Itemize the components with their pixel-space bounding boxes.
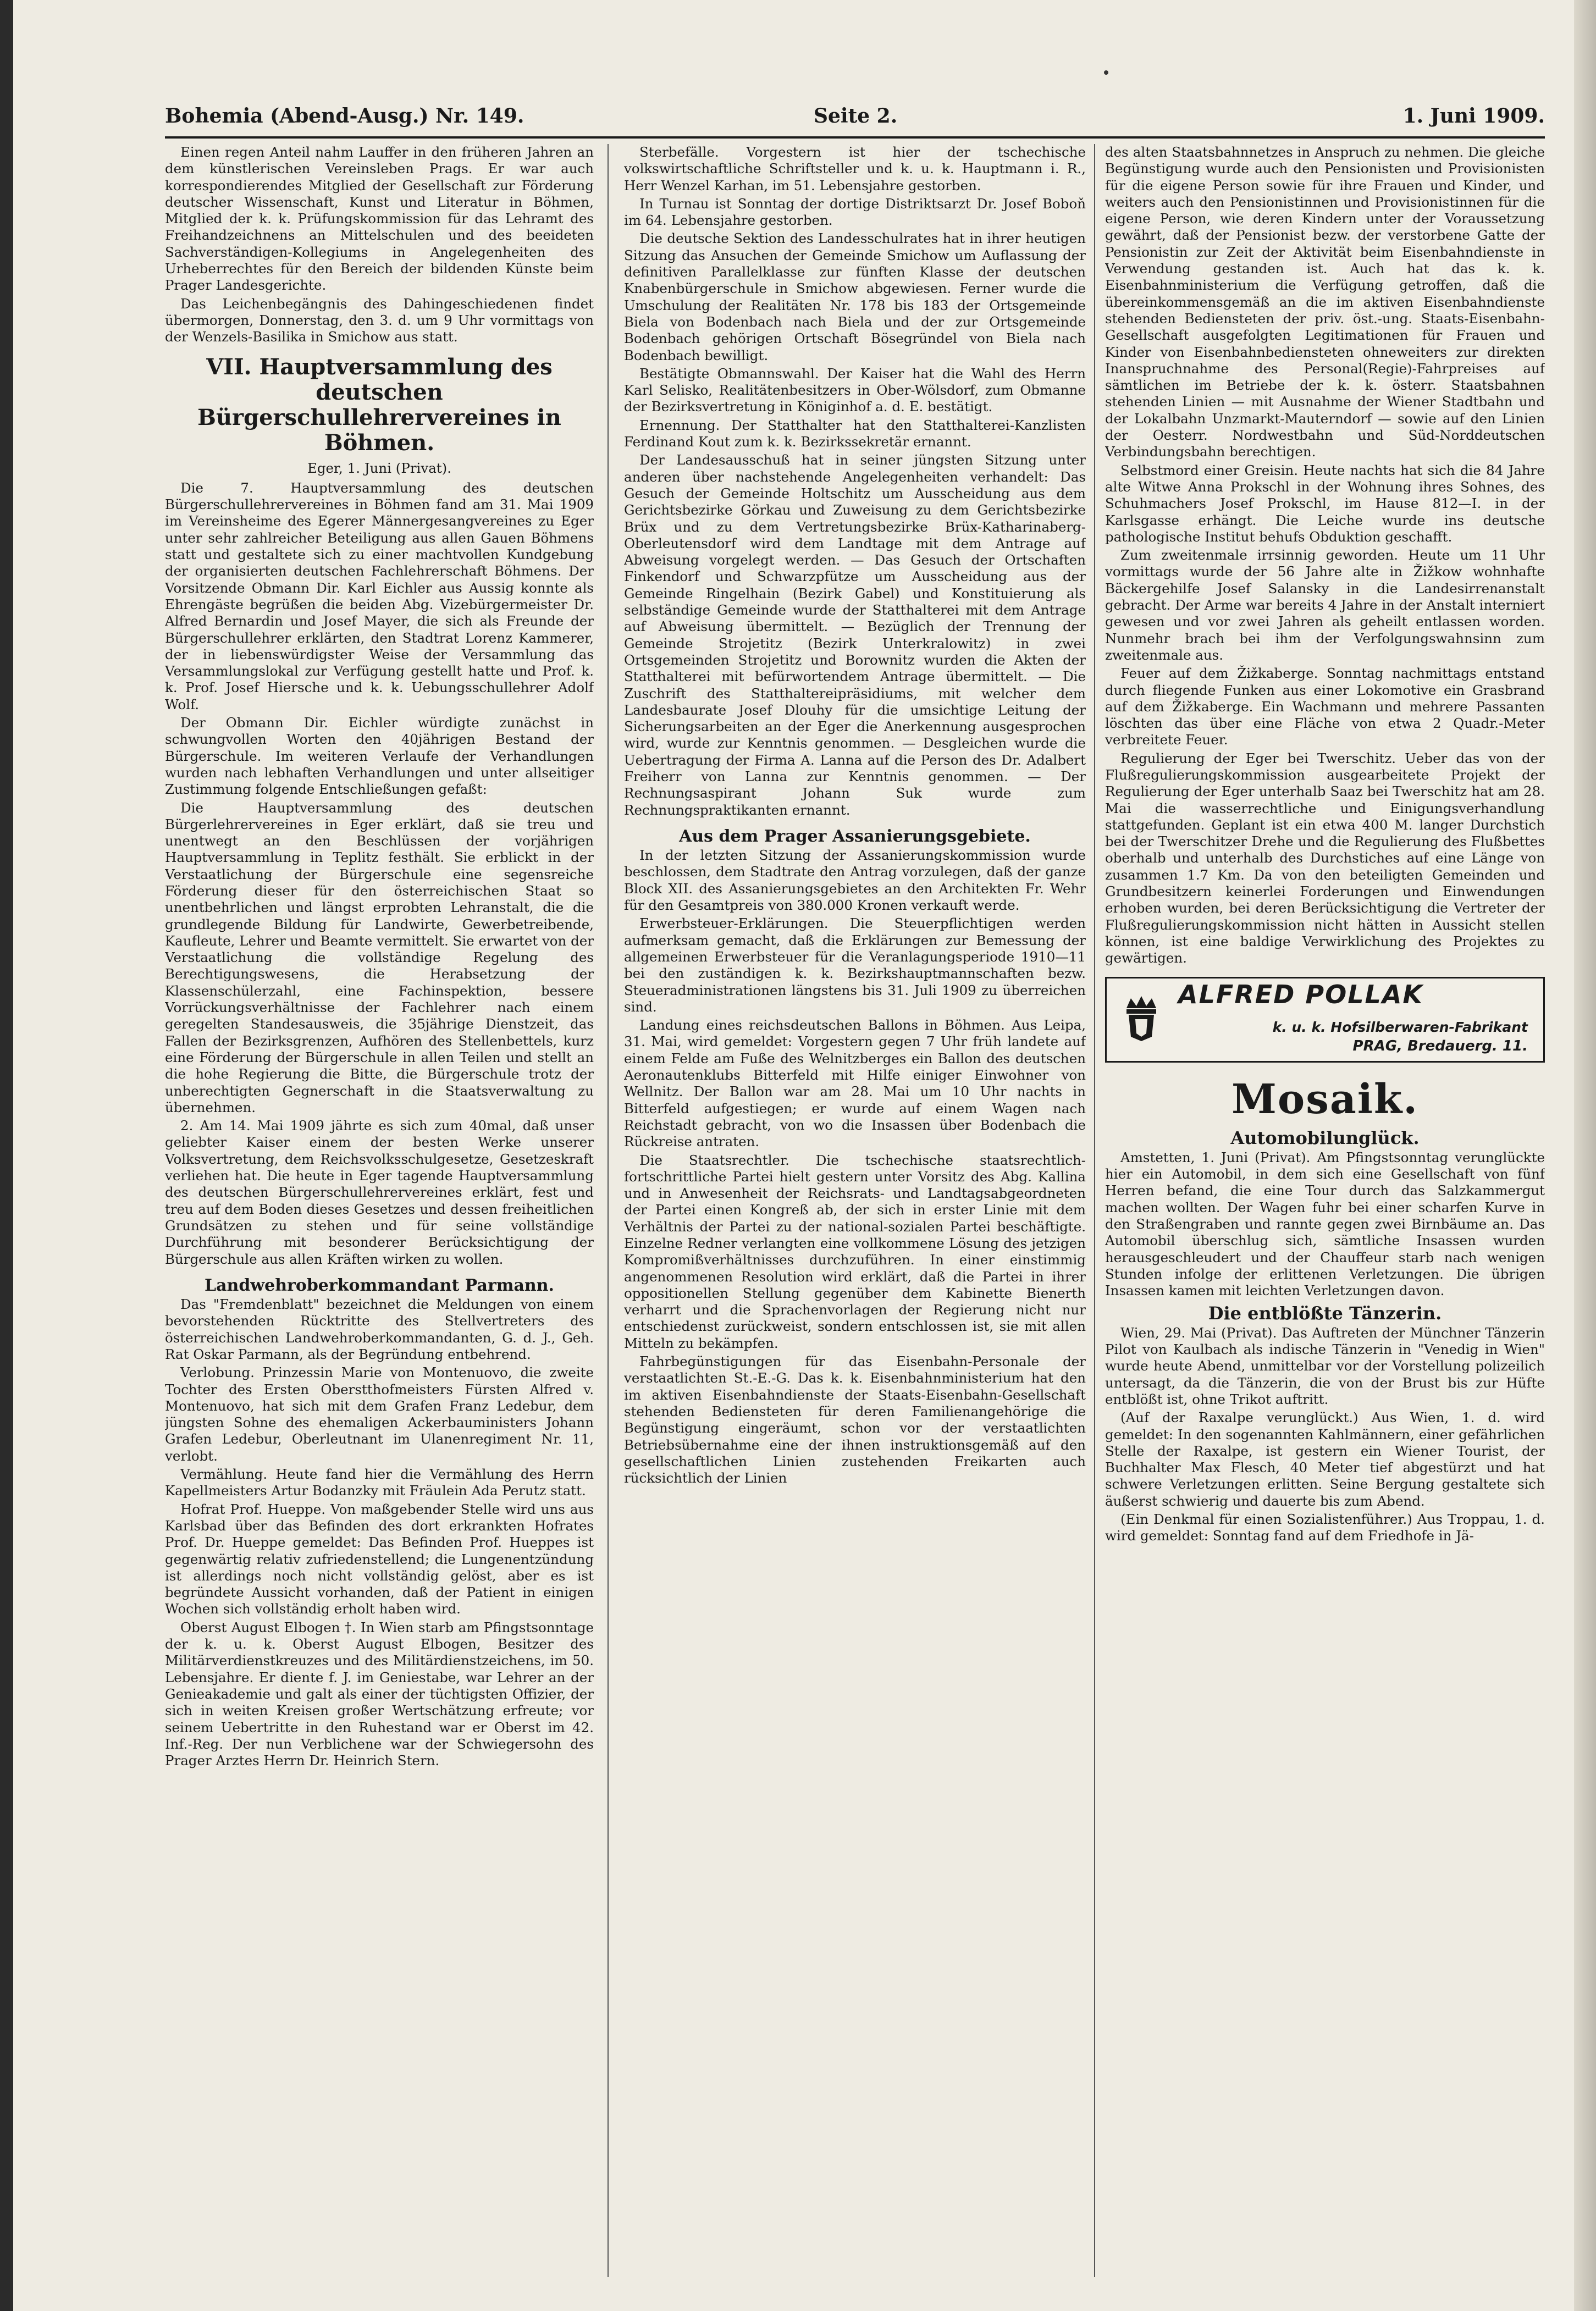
scan-edge-left: [0, 0, 13, 2311]
paragraph: In der letzten Sitzung der Assanierungskommission wurde beschlossen, dem Stadtrate den Antrag vorzulegen, daß der ganze Block XII. des Assanierungsgebietes an den Architekten Fr. Wehr für den Gesamtpreis von 380.000 Kronen verkauft werde.: [624, 847, 1086, 914]
advertiser-title: k. u. k. Hofsilberwaren-Fabrikant: [1272, 1019, 1528, 1035]
dateline: Eger, 1. Juni (Privat).: [307, 460, 452, 476]
paragraph: Bestätigte Obmannswahl. Der Kaiser hat die Wahl des Herrn Karl Selisko, Realitätenbesitzers in Ober-Wölsdorf, zum Obmanne der Bezirksvertretung in Königinhof a. d. E. bestätigt.: [624, 365, 1086, 415]
paragraph: (Auf der Raxalpe verunglückt.) Aus Wien, 1. d. wird gemeldet: In den sogenannten Kahlmännern, einer gefährlichen Stelle der Raxalpe, ist gestern ein Wiener Tourist, der Buchhalter Max Flesch, 40 Meter tief abgestürzt und hat schwere Verletzungen erlitten. Seine Bergung gestaltete sich äußerst schwierig und dauerte bis zum Abend.: [1105, 1409, 1545, 1509]
column-1: [165, 144, 594, 2282]
column-3: [1105, 144, 1545, 2282]
section-headline: Landwehroberkommandant Parmann.: [204, 1275, 555, 1295]
article-headline: Die entblößte Tänzerin.: [1208, 1302, 1442, 1324]
issue-date: 1. Juni 1909.: [1402, 104, 1545, 128]
paragraph: Das "Fremdenblatt" bezeichnet die Meldungen von einem bevorstehenden Rücktritte des Stellvertreters des österreichischen Landwehroberkommandanten, G. d. J., Geh. Rat Oskar Parmann, als der Begründung entbehrend.: [165, 1296, 594, 1362]
masthead-issue: Bohemia (Abend-Ausg.) Nr. 149.: [165, 104, 524, 128]
ink-speck: [1104, 70, 1108, 75]
article-headline: Automobilunglück.: [1230, 1127, 1420, 1148]
article-headline: VII. Hauptversammlung des deutschen Bürgerschullehrervereines in Böhmen.: [197, 353, 561, 456]
paragraph: Landung eines reichsdeutschen Ballons in Böhmen. Aus Leipa, 31. Mai, wird gemeldet: Vorgestern gegen 7 Uhr früh landete auf einem Felde am Fuße des Welnitzberges ein Ballon des deutschen Aeronautenklubs Bitterfeld mit Hilfe einiger Einwohner von Wellnitz. Der Ballon war am 28. Mai um 10 Uhr nachts in Bitterfeld aufgestiegen; er wurde auf einem Wagen nach Reichstadt gebracht, von wo die Insassen über Bodenbach die Rückreise antraten.: [624, 1017, 1086, 1150]
column-divider-2: [1094, 144, 1095, 2277]
column-divider-1: [608, 144, 609, 2277]
paragraph: Verlobung. Prinzessin Marie von Montenuovo, die zweite Tochter des Ersten Oberstthofmeisters Fürsten Alfred v. Montenuovo, hat sich mit dem Grafen Franz Ledebur, dem jüngsten Sohne des ehemaligen Ackerbauministers Johann Grafen Ledebur, Oberleutnant im Ulanenregiment Nr. 11, verlobt.: [165, 1364, 594, 1464]
crown-crest-icon: [1121, 993, 1162, 1042]
paragraph: Regulierung der Eger bei Twerschitz. Ueber das von der Flußregulierungskommission ausgearbeitete Projekt der Regulierung der Eger unterhalb Saaz bei Twerschitz hat am 28. Mai die wasserrechtliche und Einigungsverhandlung stattgefunden. Geplant ist ein etwa 400 M. langer Durchstich bei der Twerschitzer Drehe und die Regulierung des Flußbettes oberhalb und unterhalb des Durchstiches auf eine Länge von zusammen 1.7 Km. Da von den beteiligten Gemeinden und Grundbesitzern keinerlei Forderungen und Einwendungen erhoben wurden, bei deren Berücksichtigung die Vertreter der Flußregulierungskommission nicht hätten in Aussicht stellen können, ist eine baldige Verwirklichung des Projektes zu gewärtigen.: [1105, 750, 1545, 966]
paragraph: 2. Am 14. Mai 1909 jährte es sich zum 40mal, daß unser geliebter Kaiser einem der besten Werke unserer Volksvertretung, dem Reichsvolksschulgesetze, Gesetzeskraft verliehen hat. Die heute in Eger tagende Hauptversammlung des deutschen Bürgerschullehrervereines erklärt, fest und treu auf dem Boden dieses Gesetzes und dessen freiheitlichen Grundsätzen zu stehen und für seine vollständige Durchführung mit besonderer Berücksichtigung der Bürgerschule aus allen Kräften wirken zu wollen.: [165, 1118, 594, 1267]
header-rule: [165, 136, 1545, 139]
paragraph: des alten Staatsbahnnetzes in Anspruch zu nehmen. Die gleiche Begünstigung wurde auch den Pensionisten und Provisionisten für die eigene Person sowie für ihre Frauen und Kinder, und weiters auch den Pensionistinnen und Provisionistinnen für die eigene Person, wie deren Kindern unter der Voraussetzung gewährt, daß der Pensionist bezw. der verstorbene Gatte der Pensionistin zur Zeit der Aktivität beim Eisenbahndienste in Verwendung gestanden ist. Auch hat das k. k. Eisenbahnministerium die Verfügung getroffen, daß die übereinkommensgemäß an die im aktiven Eisenbahndienste stehenden Bediensteten der priv. öst.-ung. Staats-Eisenbahn-Gesellschaft ausgefolgten Legitimationen für Frauen und Kinder von Eisenbahnbediensteten ohneweiters zur direkten Inanspruchnahme des Personal(Regie)-Fahrpreises auf sämtlichen im Betriebe der k. k. österr. Staatsbahnen stehenden Linien — mit Ausnahme der Wiener Stadtbahn und der Lokalbahn Unzmarkt-Mauterndorf — sowie auf den Linien der Oesterr. Nordwestbahn und Süd-Norddeutschen Verbindungsbahn berechtigen.: [1105, 144, 1545, 460]
paragraph: Ernennung. Der Statthalter hat den Statthalterei-Kanzlisten Ferdinand Kout zum k. k. Bezirkssekretär ernannt.: [624, 417, 1086, 450]
paragraph: Fahrbegünstigungen für das Eisenbahn-Personale der verstaatlichten St.-E.-G. Das k. k. Eisenbahnministerium hat den im aktiven Eisenbahndienste der Staats-Eisenbahn-Gesellschaft stehenden Bediensteten für deren Familienangehörige die Begünstigung eingeräumt, schon vor der verstaatlichten Betriebsübernahme eine der ihnen instruktionsgemäß auf den gesellschaftlichen Linien zustehenden Freikarten auch rücksichtlich der Linien: [624, 1353, 1086, 1486]
advertisement-box: [1105, 977, 1545, 1063]
section-title: Mosaik.: [1231, 1075, 1419, 1123]
page-number: Seite 2.: [814, 104, 898, 128]
paragraph: Oberst August Elbogen †. In Wien starb am Pfingstsonntage der k. u. k. Oberst August Elbogen, Besitzer des Militärverdienstkreuzes und des Militärdienstzeichens, im 50. Lebensjahre. Er diente f. J. im Geniestabe, war Lehrer an der Genieakademie und galt als einer der tüchtigsten Offizier, der sich in weiten Kreisen großer Wertschätzung erfreute; vor seinem Uebertritte in den Ruhestand war er Oberst im 42. Inf.-Reg. Der nun Verblichene war der Schwiegersohn des Prager Arztes Herrn Dr. Heinrich Stern.: [165, 1619, 594, 1769]
advertiser-address: PRAG, Bredauerg. 11.: [1352, 1037, 1528, 1054]
paragraph: Die deutsche Sektion des Landesschulrates hat in ihrer heutigen Sitzung das Ansuchen der Gemeinde Smichow um Auflassung der definitiven Parallelklasse zur fünften Klasse der deutschen Knabenbürgerschule in Smichow abgewiesen. Ferner wurde die Umschulung der Realitäten Nr. 178 bis 183 der Ortsgemeinde Biela von Bodenbach nach Biela und der zur Ortsgemeinde Bodenbach gehörigen Ortschaft Bösegründel von Biela nach Bodenbach bewilligt.: [624, 230, 1086, 363]
paragraph: Der Obmann Dir. Eichler würdigte zunächst in schwungvollen Worten den 40jährigen Bestand der Bürgerschule. Im weiteren Verlaufe der Verhandlungen wurden nach lebhaften Verhandlungen und unter allseitiger Zustimmung folgende Entschließungen gefaßt:: [165, 715, 594, 798]
scan-edge-right: [1574, 0, 1596, 2311]
paragraph: Sterbefälle. Vorgestern ist hier der tschechische volkswirtschaftliche Schriftsteller und k. u. k. Hauptmann i. R., Herr Wenzel Karhan, im 51. Lebensjahre gestorben.: [624, 144, 1086, 193]
paragraph: Die Staatsrechtler. Die tschechische staatsrechtlich-fortschrittliche Partei hielt gestern unter Vorsitz des Abg. Kallina und in Anwesenheit der Reichsrats- und Landtagsabgeordneten der Partei einen Kongreß ab, der sich in erster Linie mit dem Verhältnis der Partei zu der national-sozialen Partei beschäftigte. Einzelne Redner verlangten eine vollkommene Lösung des jetzigen Kompromißverhältnisses durchzuführen. In einer einstimmig angenommenen Resolution wird erklärt, daß die Partei in ihrer oppositionellen Stellung gegenüber dem Kabinette Bienerth verharrt und die Sprachenvorlagen der Regierung nicht nur entschiedenst zurückweist, sondern entschlossen ist, sie mit allen Mitteln zu bekämpfen.: [624, 1152, 1086, 1351]
paragraph: Selbstmord einer Greisin. Heute nachts hat sich die 84 Jahre alte Witwe Anna Prokschl in der Wohnung ihres Sohnes, des Schuhmachers Josef Prokschl, im Hause 812—I. in der Karlsgasse erhängt. Die Leiche wurde ins deutsche pathologische Institut behufs Obduktion geschafft.: [1105, 462, 1545, 545]
paragraph: (Ein Denkmal für einen Sozialistenführer.) Aus Troppau, 1. d. wird gemeldet: Sonntag fand auf dem Friedhofe in Jä-: [1105, 1511, 1545, 1544]
page-header: [165, 104, 1545, 137]
paragraph: Der Landesausschuß hat in seiner jüngsten Sitzung unter anderen über nachstehende Angelegenheiten verhandelt: Das Gesuch der Gemeinde Holtschitz um Ausscheidung aus dem Gerichtsbezirke Görkau und Zuweisung zu dem Gerichtsbezirke Brüx und zu dem Vertretungsbezirke Brüx-Katharinaberg-Oberleutensdorf wird dem Landtage mit dem Antrage auf Abweisung vorgelegt werden. — Das Gesuch der Ortschaften Finkendorf und Schwarzpfütze um Ausscheidung aus der Gemeinde Ringelhain (Bezirk Gabel) und Konstituierung als selbständige Gemeinde wurde der Statthalterei mit dem Antrage auf Abweisung übermittelt. — Bezüglich der Trennung der Gemeinde Strojetitz (Bezirk Unterkralowitz) in zwei Ortsgemeinden Strojetitz und Borownitz wurden die Akten der Statthalterei mit befürwortendem Antrage übermittelt. — Die Zuschrift des Statthaltereipräsidiums, mit welcher dem Landesbaurate Josef Dlouhy für die umsichtige Leitung der Sicherungsarbeiten an der Eger die Anerkennung ausgesprochen wird, wurde zur Kenntnis genommen. — Desgleichen wurde die Uebertragung der Firma A. Lanna auf die Person des Dr. Adalbert Freiherr von Lanna zur Kenntnis genommen. — Der Rechnungsaspirant Johann Suk wurde zum Rechnungspraktikanten ernannt.: [624, 452, 1086, 818]
paragraph: Hofrat Prof. Hueppe. Von maßgebender Stelle wird uns aus Karlsbad über das Befinden des dort erkrankten Hofrates Prof. Dr. Hueppe gemeldet: Das Befinden Prof. Hueppes ist gegenwärtig relativ zufriedenstellend; die Lungenentzündung ist allerdings noch nicht vollständig gelöst, aber es ist begründete Aussicht vorhanden, daß der Patient in einigen Wochen sich vollständig erholt haben wird.: [165, 1501, 594, 1617]
paragraph: Feuer auf dem Žižkaberge. Sonntag nachmittags entstand durch fliegende Funken aus einer Lokomotive ein Grasbrand auf dem Žižkaberge. Ein Wachmann und mehrere Passanten löschten das über eine Fläche von etwa 2 Quadr.-Meter verbreitete Feuer.: [1105, 665, 1545, 748]
paragraph: Vermählung. Heute fand hier die Vermählung des Herrn Kapellmeisters Artur Bodanzky mit Fräulein Ada Perutz statt.: [165, 1466, 594, 1499]
paragraph: Das Leichenbegängnis des Dahingeschiedenen findet übermorgen, Donnerstag, den 3. d. um 9 Uhr vormittags von der Wenzels-Basilika in Smichow aus statt.: [165, 295, 594, 345]
paragraph: In Turnau ist Sonntag der dortige Distriktsarzt Dr. Josef Boboň im 64. Lebensjahre gestorben.: [624, 195, 1086, 229]
paragraph: Die 7. Hauptversammlung des deutschen Bürgerschullehrervereines in Böhmen fand am 31. Mai 1909 im Vereinsheime des Egerer Männergesangvereines zu Eger unter sehr zahlreicher Beteiligung aus allen Gauen Böhmens statt und gestaltete sich zu einer machtvollen Kundgebung der organisierten deutschen Fachlehrerschaft Böhmens. Der Vorsitzende Obmann Dir. Karl Eichler aus Aussig konnte als Ehrengäste begrüßen die beiden Abg. Vizebürgermeister Dr. Alfred Bernardin und Josef Mayer, die sich als Freunde der Bürgerschullehrer erklärten, den Stadtrat Lorenz Kammerer, der in liebenswürdigster Weise der Versammlung das Versammlungslokal zur Verfügung gestellt hatte und Prof. k. k. Prof. Josef Hiersche und k. k. Uebungsschullehrer Adolf Wolf.: [165, 479, 594, 712]
section-headline: Aus dem Prager Assanierungsgebiete.: [679, 826, 1031, 846]
paragraph: Erwerbsteuer-Erklärungen. Die Steuerpflichtigen werden aufmerksam gemacht, daß die Erklärungen zur Bemessung der allgemeinen Erwerbsteuer für die Veranlagungsperiode 1910—11 bei den zuständigen k. k. Bezirkshauptmannschaften bezw. Steueradministrationen längstens bis 31. Juli 1909 zu überreichen sind.: [624, 915, 1086, 1015]
paragraph: Die Hauptversammlung des deutschen Bürgerlehrervereines in Eger erklärt, daß sie treu und unentwegt an den Beschlüssen der vorjährigen Hauptversammlung in Teplitz festhält. Sie erblickt in der Verstaatlichung der Bürgerschule eine segensreiche Förderung dieser für den österreichischen Staat so unentbehrlichen und längst erprobten Lehranstalt, die die grundlegende Bildung für Landwirte, Gewerbetreibende, Kaufleute, Lehrer und Beamte vermittelt. Sie erwartet von der Verstaatlichung die vollständige Regelung des Berechtigungswesens, die Herabsetzung der Klassenschülerzahl, eine Fachinspektion, bessere Vorrückungsverhältnisse der Fachlehrer nach einem geregelten Standesausweis, die 35jährige Dienstzeit, das Fallen der Bezirksgrenzen, Aufhören des Stellenbettels, kurz eine Förderung der Bürgerschule in allen Teilen und stellt an die hohe Regierung die Bitte, die Bürgerschule trotz der unberechtigten Gegnerschaft in die Staatsverwaltung zu übernehmen.: [165, 799, 594, 1115]
paragraph: Amstetten, 1. Juni (Privat). Am Pfingstsonntag verunglückte hier ein Automobil, in dem sich eine Gesellschaft von fünf Herren befand, die eine Tour durch das Salzkammergut machen wollten. Der Wagen fuhr bei einer scharfen Kurve in den Straßengraben und rannte gegen zwei Birnbäume an. Das Automobil überschlug sich, sämtliche Insassen wurden herausgeschleudert und der Chauffeur starb nach wenigen Stunden infolge der erlittenen Verletzungen. Die übrigen Insassen kamen mit leichten Verletzungen davon.: [1105, 1149, 1545, 1299]
paragraph: Einen regen Anteil nahm Lauffer in den früheren Jahren an dem künstlerischen Vereinsleben Prags. Er war auch korrespondierendes Mitglied der Gesellschaft zur Förderung deutscher Wissenschaft, Kunst und Literatur in Böhmen, Mitglied der k. k. Prüfungskommission für das Lehramt des Freihandzeichnens an Mittelschulen und des beeideten Sachverständigen-Kollegiums in Angelegenheiten des Urheberrechtes für den Bereich der bildenden Künste beim Prager Landesgerichte.: [165, 144, 594, 294]
advertiser-name: ALFRED POLLAK: [1178, 979, 1424, 1009]
paragraph: Wien, 29. Mai (Privat). Das Auftreten der Münchner Tänzerin Pilot von Kaulbach als indische Tänzerin in "Venedig in Wien" wurde heute Abend, unmittelbar vor der Vorstellung polizeilich untersagt, da die Tänzerin, die von der Brust bis zur Hüfte entblößt ist, ohne Trikot auftritt.: [1105, 1324, 1545, 1407]
column-2: [624, 144, 1086, 2282]
paragraph: Zum zweitenmale irrsinnig geworden. Heute um 11 Uhr vormittags wurde der 56 Jahre alte in Žižkow wohnhafte Bäckergehilfe Josef Salansky in die Landesirrenanstalt gebracht. Der Arme war bereits 4 Jahre in der Anstalt interniert gewesen und vor zwei Jahren als geheilt entlassen worden. Nunmehr brach bei ihm der Verfolgungswahnsinn zum zweitenmale aus.: [1105, 547, 1545, 663]
